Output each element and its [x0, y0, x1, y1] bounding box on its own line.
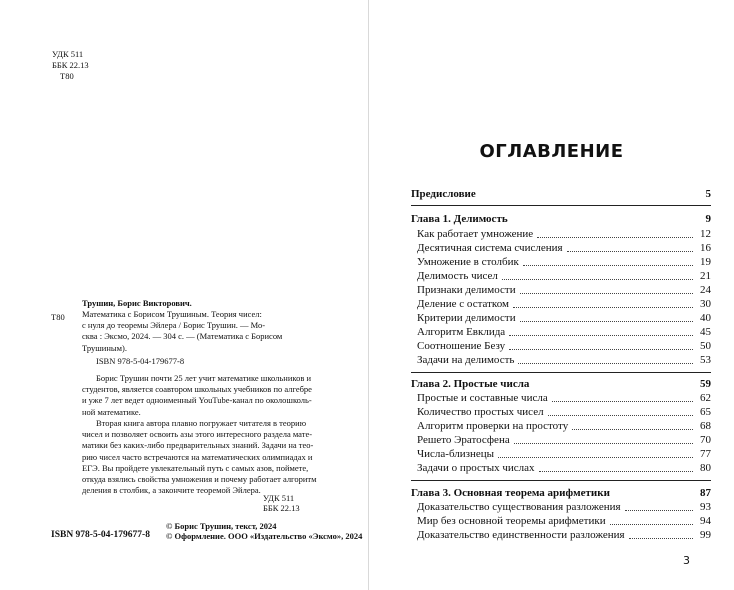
toc-section-page: 19 — [700, 256, 711, 268]
toc-section-3-3[interactable] — [417, 528, 711, 542]
catalog-description-line: с нуля до теоремы Эйлера / Борис Трушин. — Мо- — [82, 320, 266, 331]
catalog-annotation-line: деления в столбик, а закончите теоремой Эйлера. — [82, 485, 261, 496]
toc-section-1-7[interactable] — [417, 311, 711, 325]
toc-section-page: 45 — [700, 326, 711, 338]
toc-section-label: Доказательство существования разложения — [417, 501, 621, 513]
toc-leader — [509, 335, 693, 336]
toc-section-label: Соотношение Безу — [417, 340, 506, 352]
toc-section-2-6[interactable] — [417, 461, 711, 475]
toc-section-page: 53 — [700, 354, 711, 366]
toc-leader — [523, 265, 693, 266]
toc-section-label: Числа-близнецы — [417, 448, 495, 460]
toc-section-page: 30 — [700, 298, 711, 310]
toc-separator — [411, 372, 711, 373]
toc-section-1-9[interactable] — [417, 339, 711, 353]
toc-section-label: Решето Эратосфена — [417, 434, 510, 446]
catalog-isbn: ISBN 978-5-04-179677-8 — [96, 356, 185, 366]
catalog-author-mark: Т80 — [51, 312, 65, 322]
toc-chapter-page: 59 — [700, 378, 711, 390]
toc-section-label: Мир без основной теоремы арифметики — [417, 515, 606, 527]
toc-leader — [629, 538, 693, 539]
toc-leader — [509, 349, 693, 350]
toc-leader — [520, 321, 693, 322]
toc-section-label: Алгоритм Евклида — [417, 326, 506, 338]
toc-section-label: Алгоритм проверки на простоту — [417, 420, 569, 432]
toc-section-1-8[interactable] — [417, 325, 711, 339]
catalog-bbk: ББК 22.13 — [263, 503, 300, 513]
toc-chapter-page: 87 — [700, 487, 711, 499]
toc-section-label: Задачи о простых числах — [417, 462, 535, 474]
toc-chapter-title: Глава 3. Основная теорема арифметики — [411, 487, 610, 499]
catalog-annotation-line: матики без каких-либо предварительных знаний. Задачи на тео- — [82, 440, 314, 451]
toc-leader — [513, 307, 693, 308]
toc-section-label: Количество простых чисел — [417, 406, 544, 418]
toc-leader — [572, 429, 693, 430]
toc-leader — [552, 401, 693, 402]
author-mark: Т80 — [60, 71, 74, 81]
toc-leader — [567, 251, 693, 252]
toc-section-label: Простые и составные числа — [417, 392, 548, 404]
toc-section-2-5[interactable] — [417, 447, 711, 461]
toc-section-1-5[interactable] — [417, 283, 711, 297]
toc-leader — [518, 363, 693, 364]
catalog-annotation-line: и уже 7 лет ведет одноименный YouTube-канал по околошколь- — [82, 395, 312, 406]
toc-separator — [411, 205, 711, 206]
catalog-description-line: Трушиным). — [82, 342, 127, 353]
catalog-annotation-line: ЕГЭ. Вы пройдете увлекательный путь с самых азов, поймете, — [82, 462, 309, 473]
toc-section-label: Десятичная система счисления — [417, 242, 563, 254]
catalog-annotation-1 — [82, 373, 340, 418]
toc-section-label: Доказательство единственности разложения — [417, 529, 625, 541]
catalog-annotation-line: студентов, является соавтором школьных учебников по алгебре — [82, 384, 312, 395]
toc-leader — [539, 471, 693, 472]
catalog-annotation-line: чисел и позволяет освоить азы этого интересного раздела мате- — [82, 429, 313, 440]
toc-section-3-2[interactable] — [417, 514, 711, 528]
toc-section-page: 65 — [700, 406, 711, 418]
catalog-author-heading: Трушин, Борис Викторович. — [82, 298, 192, 308]
toc-section-label: Деление с остатком — [417, 298, 509, 310]
udk-code: УДК 511 — [52, 49, 84, 59]
toc-chapter-title: Глава 2. Простые числа — [411, 378, 530, 390]
toc-leader — [514, 443, 693, 444]
catalog-annotation-line: откуда взялись свойства умножения и почему работает алгоритм — [82, 474, 317, 485]
toc-section-2-4[interactable] — [417, 433, 711, 447]
catalog-annotation-line: Борис Трушин почти 25 лет учит математике школьников и — [96, 373, 312, 383]
toc-section-page: 68 — [700, 420, 711, 432]
toc-section-label: Признаки делимости — [417, 284, 516, 296]
right-page — [369, 0, 734, 590]
toc-section-1-3[interactable] — [417, 255, 711, 269]
toc-section-page: 12 — [700, 228, 711, 240]
toc-section-2-3[interactable] — [417, 419, 711, 433]
toc-section-page: 40 — [700, 312, 711, 324]
toc-section-page: 24 — [700, 284, 711, 296]
copyright-author: © Борис Трушин, текст, 2024 — [166, 521, 277, 531]
footer-isbn: ISBN 978-5-04-179677-8 — [51, 530, 150, 540]
toc-leader — [502, 279, 693, 280]
toc-chapter-1[interactable] — [411, 212, 711, 226]
toc-section-page: 70 — [700, 434, 711, 446]
toc-title: ОГЛАВЛЕНИЕ — [479, 141, 624, 162]
toc-section-1-6[interactable] — [417, 297, 711, 311]
toc-section-1-1[interactable] — [417, 227, 711, 241]
toc-section-2-2[interactable] — [417, 405, 711, 419]
toc-section-page: 93 — [700, 501, 711, 513]
catalog-description — [82, 309, 340, 354]
catalog-annotation-2 — [82, 418, 340, 496]
toc-preface-label: Предисловие — [411, 188, 476, 200]
toc-section-page: 21 — [700, 270, 711, 282]
toc-separator — [411, 480, 711, 481]
toc-section-page: 16 — [700, 242, 711, 254]
toc-chapter-3[interactable] — [411, 486, 711, 500]
toc-section-label: Как работает умножение — [417, 228, 534, 240]
catalog-description-line: сква : Эксмо, 2024. — 304 с. — (Математика с Борисом — [82, 331, 283, 342]
toc-section-page: 62 — [700, 392, 711, 404]
toc-section-1-2[interactable] — [417, 241, 711, 255]
catalog-annotation-line: ной математике. — [82, 406, 141, 417]
toc-section-1-4[interactable] — [417, 269, 711, 283]
toc-preface-page: 5 — [705, 188, 711, 200]
toc-section-page: 99 — [700, 529, 711, 541]
toc-section-3-1[interactable] — [417, 500, 711, 514]
toc-section-2-1[interactable] — [417, 391, 711, 405]
toc-leader — [548, 415, 693, 416]
toc-section-1-10[interactable] — [417, 353, 711, 367]
toc-chapter-2[interactable] — [411, 377, 711, 391]
catalog-annotation-line: Вторая книга автора плавно погружает читателя в теорию — [96, 418, 307, 428]
toc-section-label: Задачи на делимость — [417, 354, 515, 366]
toc-section-page: 80 — [700, 462, 711, 474]
toc-section-label: Критерии делимости — [417, 312, 516, 324]
toc-section-page: 94 — [700, 515, 711, 527]
toc-leader — [537, 237, 693, 238]
catalog-udk: УДК 511 — [263, 493, 295, 503]
toc-section-label: Делимость чисел — [417, 270, 498, 282]
toc-chapter-page: 9 — [705, 213, 711, 225]
toc-preface[interactable] — [411, 187, 711, 201]
copyright-publisher: © Оформление. ООО «Издательство «Эксмо», 2024 — [166, 531, 363, 541]
toc-leader — [610, 524, 693, 525]
toc-leader — [498, 457, 693, 458]
bbk-code: ББК 22.13 — [52, 60, 89, 70]
toc-leader — [625, 510, 693, 511]
toc-chapter-title: Глава 1. Делимость — [411, 213, 508, 225]
toc-leader — [520, 293, 693, 294]
toc-section-label: Умножение в столбик — [417, 256, 519, 268]
page-number: 3 — [683, 554, 690, 567]
toc-section-page: 50 — [700, 340, 711, 352]
toc-section-page: 77 — [700, 448, 711, 460]
catalog-description-line: Математика с Борисом Трушиным. Теория чисел: — [82, 309, 262, 319]
catalog-annotation-line: рию чисел часто встречаются на математических олимпиадах и — [82, 451, 313, 462]
